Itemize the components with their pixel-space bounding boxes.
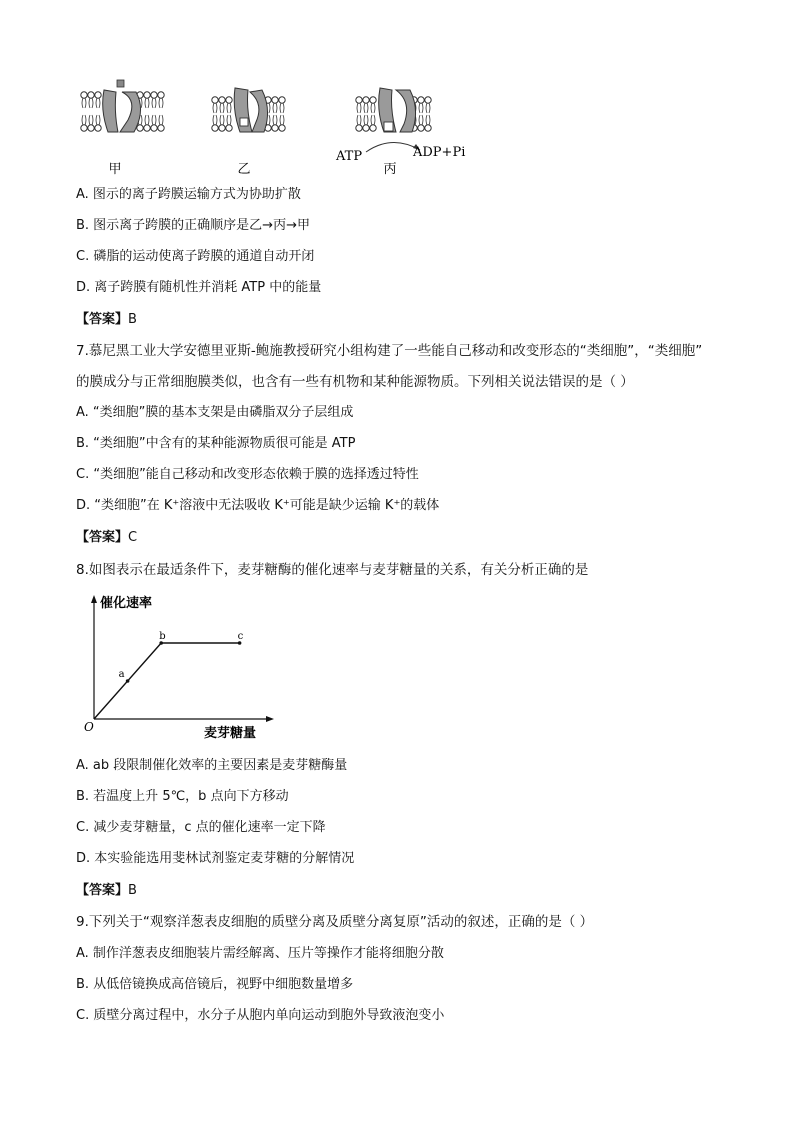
- q9-stem: 9.下列关于“观察洋葱表皮细胞的质壁分离及质壁分离复原”活动的叙述，正确的是（ ）: [76, 914, 594, 930]
- membrane-bing: [335, 88, 465, 177]
- q6-option-a: A. 图示的离子跨膜运输方式为协助扩散: [76, 187, 301, 202]
- atp-arrow: [366, 142, 420, 152]
- x-axis-label: 麦芽糖量: [204, 726, 257, 741]
- q7-option-c: C. “类细胞”能自己移动和改变形态依赖于膜的选择透过特性: [76, 467, 419, 482]
- y-axis-arrow-icon: [91, 595, 97, 603]
- q8-option-c: C. 减少麦芽糖量，c 点的催化速率一定下降: [76, 820, 326, 835]
- answer-value: B: [128, 883, 137, 898]
- answer-value: B: [128, 312, 137, 327]
- q9-option-a: A. 制作洋葱表皮细胞装片需经解离、压片等操作才能将细胞分散: [76, 946, 444, 961]
- q7-answer: [76, 528, 137, 548]
- channel-protein-left: [103, 90, 118, 132]
- label-atp: ATP: [336, 149, 363, 164]
- q8-answer: [76, 881, 137, 901]
- q9-option-b: B. 从低倍镜换成高倍镜后，视野中细胞数量增多: [76, 977, 354, 992]
- answer-value: C: [128, 530, 138, 545]
- q8-option-d: D. 本实验能选用斐林试剂鉴定麦芽糖的分解情况: [76, 851, 355, 866]
- q7-option-a: A. “类细胞”膜的基本支架是由磷脂双分子层组成: [76, 405, 354, 420]
- q8-stem: 8.如图表示在最适条件下，麦芽糖酶的催化速率与麦芽糖量的关系，有关分析正确的是: [76, 562, 589, 578]
- q7-option-b: B. “类细胞”中含有的某种能源物质很可能是 ATP: [76, 436, 356, 451]
- label-yi: 乙: [237, 162, 251, 177]
- q8-rate-chart: [80, 595, 280, 745]
- label-bing: 丙: [383, 162, 397, 177]
- answer-label: 【答案】: [76, 530, 129, 545]
- q7-stem-line2: 的膜成分与正常细胞膜类似，也含有一些有机物和某种能源物质。下列相关说法错误的是（ ）: [76, 374, 634, 390]
- answer-label: 【答案】: [76, 312, 129, 327]
- point-label-a: a: [118, 669, 125, 680]
- q6-option-d: D. 离子跨膜有随机性并消耗 ATP 中的能量: [76, 280, 322, 295]
- q8-option-a: A. ab 段限制催化效率的主要因素是麦芽糖酶量: [76, 758, 348, 773]
- x-axis-arrow-icon: [266, 716, 274, 722]
- answer-label: 【答案】: [76, 883, 129, 898]
- q7-stem-line1: 7.慕尼黑工业大学安德里亚斯-鲍施教授研究小组构建了一些能自己移动和改变形态的“类细胞”，“类细胞”: [76, 343, 703, 359]
- q6-option-b: B. 图示离子跨膜的正确顺序是乙→丙→甲: [76, 218, 310, 233]
- point-a: [126, 679, 130, 683]
- point-label-b: b: [159, 631, 166, 642]
- ion-square: [384, 122, 393, 131]
- membrane-yi: [212, 88, 285, 177]
- y-axis-label: 催化速率: [100, 596, 153, 611]
- label-jia: 甲: [108, 162, 122, 177]
- membrane-transport-figure: [0, 0, 794, 185]
- q9-option-c: C. 质壁分离过程中，水分子从胞内单向运动到胞外导致液泡变小: [76, 1008, 445, 1023]
- origin-label: O: [84, 720, 94, 734]
- channel-protein-right: [250, 90, 268, 132]
- label-adp: ADP+Pi: [413, 145, 466, 160]
- q7-option-d: D. “类细胞”在 K⁺溶液中无法吸收 K⁺可能是缺少运输 K⁺的载体: [76, 498, 440, 513]
- ion-square: [117, 80, 124, 87]
- point-label-c: c: [237, 631, 244, 642]
- q6-option-c: C. 磷脂的运动使离子跨膜的通道自动开闭: [76, 249, 315, 264]
- q6-answer: [76, 310, 137, 330]
- ion-square: [240, 118, 248, 126]
- q8-option-b: B. 若温度上升 5℃，b 点向下方移动: [76, 789, 289, 804]
- channel-protein-right: [396, 90, 416, 132]
- series-line: [94, 643, 240, 719]
- membrane-jia: [81, 80, 164, 177]
